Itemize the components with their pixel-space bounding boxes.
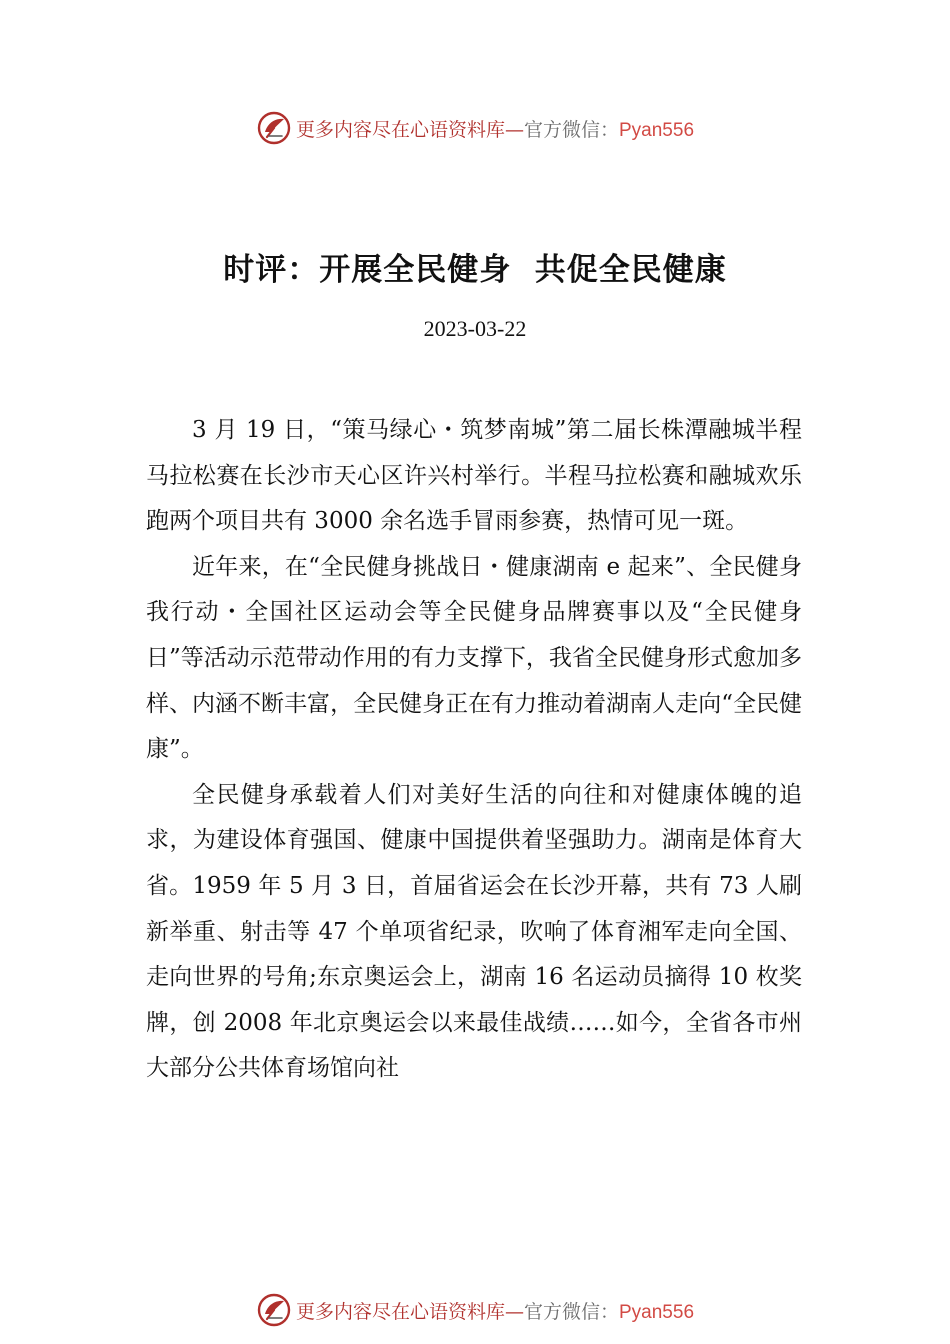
banner-text bbox=[296, 115, 694, 142]
paragraph-3: 全民健身承载着人们对美好生活的向往和对健康体魄的追求，为建设体育强国、健康中国提供着坚强助力。湖南是体育大省。1959 年 5 月 3 日，首届省运会在长沙开幕，共有 73 人刷新举重、射击等 47 个单项省纪录，吹响了体育湘军走向全国、走向世界的号角;东京奥运会上，湖南 16 名运动员摘得 10 枚奖牌，创 2008 年北京奥运会以来最佳战绩……如今，全省各市州大部分公共体育场馆向社 bbox=[146, 781, 802, 1082]
pen-logo-icon bbox=[256, 110, 292, 146]
pen-logo-icon bbox=[256, 1292, 292, 1328]
article-body bbox=[146, 408, 802, 1092]
wechat-label: 官方微信： bbox=[523, 1300, 619, 1323]
paragraph-2: 近年来，在“全民健身挑战日・健康湖南 e 起来”、全民健身我行动・全国社区运动会等全民健身品牌赛事以及“全民健身日”等活动示范带动作用的有力支撑下，我省全民健身形式愈加多样、内涵不断丰富，全民健身正在有力推动着湖南人走向“全民健康”。 bbox=[146, 553, 802, 763]
banner-slogan: 更多内容尽在心语资料库— bbox=[295, 1300, 524, 1323]
article-title: 时评：开展全民健身 共促全民健康 bbox=[223, 252, 727, 288]
footer-banner bbox=[0, 1290, 950, 1330]
wechat-id: Pyan556 bbox=[619, 1301, 695, 1323]
banner-slogan: 更多内容尽在心语资料库— bbox=[295, 118, 524, 141]
paragraph-1: 3 月 19 日，“策马绿心・筑梦南城”第二届长株潭融城半程马拉松赛在长沙市天心区许兴村举行。半程马拉松赛和融城欢乐跑两个项目共有 3000 余名选手冒雨参赛，热情可见一斑。 bbox=[146, 417, 802, 535]
article-date: 2023-03-22 bbox=[423, 316, 527, 341]
banner-text bbox=[296, 1297, 694, 1324]
wechat-id: Pyan556 bbox=[619, 119, 695, 141]
header-banner bbox=[0, 108, 950, 148]
wechat-label: 官方微信： bbox=[523, 118, 619, 141]
